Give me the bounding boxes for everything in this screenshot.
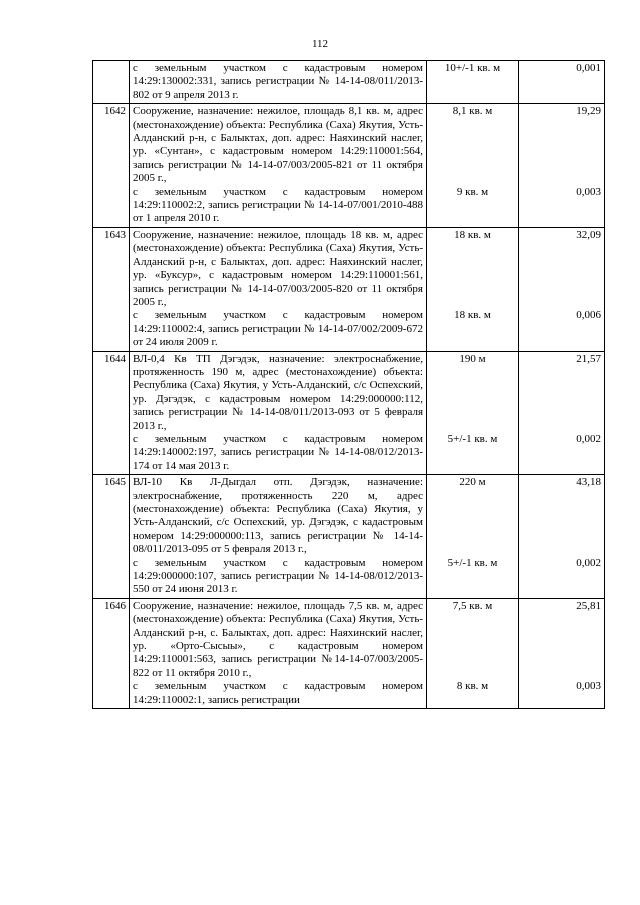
object-description: с земельным участком с кадастровым номером 14:29:110002:1, запись регистрации bbox=[133, 680, 423, 706]
area-cell bbox=[427, 61, 519, 104]
object-value: 25,81 bbox=[576, 599, 601, 612]
object-area: 10+/-1 кв. м bbox=[444, 62, 501, 74]
object-description: с земельным участком с кадастровым номером 14:29:140002:197, запись регистрации № 14-14-08/012/2013-174 от 14 мая 2013 г. bbox=[133, 432, 423, 472]
object-description-cell bbox=[130, 598, 427, 708]
object-description: Сооружение, назначение: нежилое, площадь 7,5 кв. м, адрес (местонахождение) объекта: Республика (Саха) Якутия, Усть-Алданский р-н, с. Балыктах, доп. адрес: Наяхинский наслег, ур. «Орто-Сысыы», с кадастровым номером 14:29:110001:563, запись регистрации №14-14-07/003/2005-822 от 11 октября 2010 г., bbox=[133, 599, 423, 679]
object-area: 190 м bbox=[459, 352, 486, 365]
area-cell bbox=[427, 104, 519, 228]
table-row bbox=[93, 351, 605, 475]
table-row bbox=[93, 104, 605, 228]
object-description: Сооружение, назначение: нежилое, площадь 8,1 кв. м, адрес (местонахождение) объекта: Республика (Саха) Якутия, Усть-Алданский р-н, с Балыктах, доп. адрес: Наяхинский наслег, ур. «Сунтан», с кадастровым номером 14:29:110001:564, запись регистрации № 14-14-07/003/2005-821 от 11 октября 2005 г., bbox=[133, 105, 423, 185]
value-cell bbox=[519, 227, 605, 351]
object-area: 8 кв. м bbox=[456, 680, 489, 693]
object-value: 43,18 bbox=[576, 476, 601, 489]
object-description: с земельным участком с кадастровым номером 14:29:000000:107, запись регистрации № 14-14-08/012/2013-550 от 24 июня 2013 г. bbox=[133, 556, 423, 596]
row-number: 1645 bbox=[93, 475, 130, 599]
object-value: 21,57 bbox=[576, 352, 601, 365]
object-description: ВЛ-0,4 Кв ТП Дэгэдэк, назначение: электроснабжение, протяженность 190 м, адрес (местонахождение) объекта: Республика (Саха) Якутия, у Усть-Алданский, с/с Оспехский, ур. Дэгэдэк, с кадастровым номером 14:29:000000:112, запись регистрации № 14-14-08/011/2013-093 от 5 февраля 2013 г., bbox=[133, 352, 423, 432]
object-value: 0,001 bbox=[576, 62, 601, 74]
object-description: Сооружение, назначение: нежилое, площадь 18 кв. м, адрес (местонахождение) объекта: Республика (Саха) Якутия, Усть-Алданский р-н, с Балыктах, доп. адрес: Наяхинский наслег, ур. «Буксур», с кадастровым номером 14:29:110001:561, запись регистрации № 14-14-07/003/2005-820 от 11 октября 2005 г., bbox=[133, 228, 423, 308]
table-row bbox=[93, 475, 605, 599]
object-value: 32,09 bbox=[576, 228, 601, 241]
object-description-cell bbox=[130, 351, 427, 475]
row-number: 1646 bbox=[93, 598, 130, 708]
object-area: 220 м bbox=[459, 476, 486, 489]
object-description: ВЛ-10 Кв Л-Дыгдал отп. Дэгэдэк, назначение: электроснабжение, протяженность 220 м, адрес (местонахождение) объекта: Республика (Саха) Якутия, у Усть-Алданский, с/с Оспехский, ур. Дэгэдэк, с кадастровым номером 14:29:000000:113, запись регистрации № 14-14-08/011/2013-095 от 5 февраля 2013 г., bbox=[133, 476, 423, 556]
page-number: 112 bbox=[311, 38, 329, 50]
object-description: с земельным участком с кадастровым номером 14:29:110002:2, запись регистрации № 14-14-07/001/2010-488 от 1 апреля 2010 г. bbox=[133, 185, 423, 225]
object-area: 5+/-1 кв. м bbox=[447, 432, 498, 445]
object-description-cell bbox=[130, 104, 427, 228]
object-value: 0,002 bbox=[576, 556, 601, 569]
object-value: 0,003 bbox=[576, 680, 601, 693]
object-description-cell bbox=[130, 61, 427, 104]
value-cell bbox=[519, 598, 605, 708]
object-area: 18 кв. м bbox=[454, 309, 491, 322]
table-row bbox=[93, 61, 605, 104]
object-description-cell bbox=[130, 475, 427, 599]
table-row bbox=[93, 598, 605, 708]
value-cell bbox=[519, 475, 605, 599]
value-cell bbox=[519, 61, 605, 104]
object-area: 9 кв. м bbox=[456, 185, 489, 198]
object-value: 0,006 bbox=[576, 309, 601, 322]
object-area: 7,5 кв. м bbox=[452, 599, 493, 612]
object-value: 19,29 bbox=[576, 105, 601, 118]
area-cell bbox=[427, 598, 519, 708]
area-cell bbox=[427, 351, 519, 475]
object-description: с земельным участком с кадастровым номером 14:29:130002:331, запись регистрации № 14-14-08/011/2013-802 от 9 апреля 2013 г. bbox=[133, 62, 423, 101]
registry-table-body bbox=[93, 61, 605, 709]
area-cell bbox=[427, 475, 519, 599]
object-description-cell bbox=[130, 227, 427, 351]
object-value: 0,002 bbox=[576, 432, 601, 445]
row-number: 1644 bbox=[93, 351, 130, 475]
table-row bbox=[93, 227, 605, 351]
area-cell bbox=[427, 227, 519, 351]
value-cell bbox=[519, 104, 605, 228]
object-area: 18 кв. м bbox=[454, 228, 491, 241]
object-description: с земельным участком с кадастровым номером 14:29:110002:4, запись регистрации № 14-14-07/002/2009-672 от 24 июля 2009 г. bbox=[133, 309, 423, 349]
row-number: 1642 bbox=[93, 104, 130, 228]
row-number bbox=[93, 61, 130, 104]
row-number: 1643 bbox=[93, 227, 130, 351]
value-cell bbox=[519, 351, 605, 475]
registry-table bbox=[92, 60, 605, 709]
object-value: 0,003 bbox=[576, 185, 601, 198]
object-area: 5+/-1 кв. м bbox=[447, 556, 498, 569]
object-area: 8,1 кв. м bbox=[452, 105, 493, 118]
